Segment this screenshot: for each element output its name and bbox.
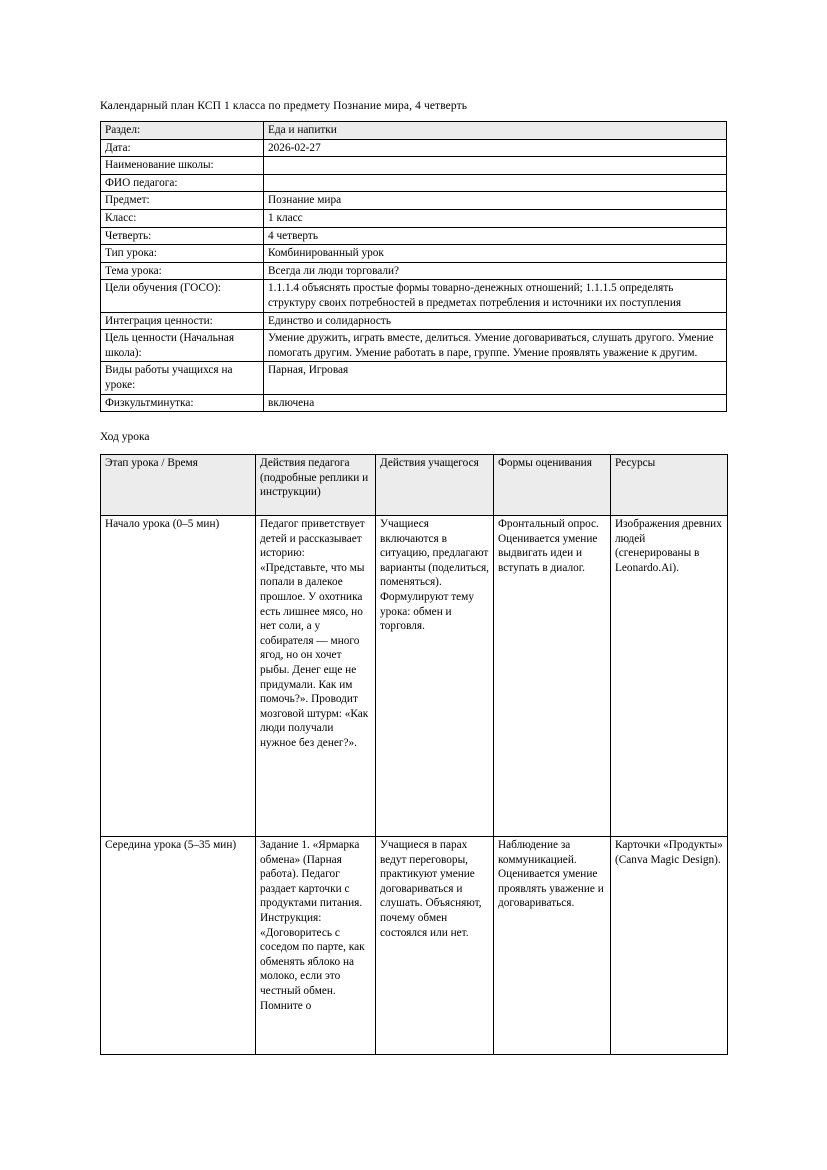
info-label-value-goal: Цель ценности (Начальная школа):	[101, 330, 264, 362]
info-label-work-types: Виды работы учащихся на уроке:	[101, 362, 264, 394]
flow-header-student-actions: Действия учащегося	[376, 455, 494, 516]
flow-cell-student-actions: Учащиеся в парах ведут переговоры, практикуют умение договариваться и слушать. Объясняют, почему обмен состоялся или нет.	[376, 837, 494, 1055]
flow-cell-assessment: Наблюдение за коммуникацией. Оценивается умение проявлять уважение и договариваться.	[494, 837, 611, 1055]
info-value-work-types: Парная, Игровая	[264, 362, 727, 394]
flow-cell-student-actions: Учащиеся включаются в ситуацию, предлагают варианты (поделиться, поменяться). Формулируют тему урока: обмен и торговля.	[376, 516, 494, 837]
flow-header-stage: Этап урока / Время	[101, 455, 256, 516]
info-value-value-integration: Единство и солидарность	[264, 312, 727, 330]
info-value-lesson-type: Комбинированный урок	[264, 245, 727, 263]
info-label-lesson-type: Тип урока:	[101, 245, 264, 263]
info-value-lesson-topic: Всегда ли люди торговали?	[264, 262, 727, 280]
table-row	[101, 139, 727, 157]
table-row	[101, 157, 727, 175]
table-row	[101, 362, 727, 394]
flow-header-teacher-actions: Действия педагога (подробные реплики и инструкции)	[256, 455, 376, 516]
info-value-teacher	[264, 174, 727, 192]
info-value-quarter: 4 четверть	[264, 227, 727, 245]
table-row	[101, 330, 727, 362]
info-label-quarter: Четверть:	[101, 227, 264, 245]
table-row	[101, 122, 727, 140]
section-heading-lesson-flow: Ход урока	[100, 431, 150, 443]
page-title: Календарный план КСП 1 класса по предмету Познание мира, 4 четверть	[100, 100, 468, 112]
info-value-objectives: 1.1.1.4 объяснять простые формы товарно-денежных отношений; 1.1.1.5 определять структуру своих потребностей в предметах потребления и источники их поступления	[264, 280, 727, 312]
table-row	[101, 227, 727, 245]
table-row	[101, 837, 728, 1055]
info-value-subject: Познание мира	[264, 192, 727, 210]
info-value-value-goal: Умение дружить, играть вместе, делиться. Умение договариваться, слушать другого. Умение помогать другим. Умение работать в паре, группе. Умение проявлять уважение к другим.	[264, 330, 727, 362]
flow-header-resources: Ресурсы	[611, 455, 728, 516]
lesson-info-table	[100, 121, 727, 412]
flow-cell-stage: Середина урока (5–35 мин)	[101, 837, 256, 1055]
table-row	[101, 174, 727, 192]
info-value-data: 2026-02-27	[264, 139, 727, 157]
info-label-razdel: Раздел:	[101, 122, 264, 140]
info-label-class: Класс:	[101, 209, 264, 227]
info-label-subject: Предмет:	[101, 192, 264, 210]
info-value-school	[264, 157, 727, 175]
table-row	[101, 280, 727, 312]
info-label-objectives: Цели обучения (ГОСО):	[101, 280, 264, 312]
table-row	[101, 262, 727, 280]
info-label-lesson-topic: Тема урока:	[101, 262, 264, 280]
info-label-school: Наименование школы:	[101, 157, 264, 175]
table-row	[101, 245, 727, 263]
table-row	[101, 209, 727, 227]
lesson-flow-table	[100, 454, 728, 1055]
flow-cell-resources: Карточки «Продукты» (Canva Magic Design).	[611, 837, 728, 1055]
info-value-physical-break: включена	[264, 394, 727, 412]
info-label-data: Дата:	[101, 139, 264, 157]
flow-cell-resources: Изображения древних людей (сгенерированы в Leonardo.Ai).	[611, 516, 728, 837]
table-header-row	[101, 455, 728, 516]
info-value-razdel: Еда и напитки	[264, 122, 727, 140]
flow-header-assessment: Формы оценивания	[494, 455, 611, 516]
flow-cell-teacher-actions: Педагог приветствует детей и рассказывает историю: «Представьте, что мы попали в далекое прошлое. У охотника есть лишнее мясо, но нет соли, а у собирателя — много ягод, но он хочет рыбы. Денег еще не придумали. Как им помочь?». Проводит мозговой штурм: «Как люди получали нужное без денег?».	[256, 516, 376, 837]
flow-cell-teacher-actions: Задание 1. «Ярмарка обмена» (Парная работа). Педагог раздает карточки с продуктами питания. Инструкция: «Договоритесь с соседом по парте, как обменять яблоко на молоко, если это честный обмен. Помните о	[256, 837, 376, 1055]
info-label-teacher: ФИО педагога:	[101, 174, 264, 192]
info-label-physical-break: Физкультминутка:	[101, 394, 264, 412]
info-label-value-integration: Интеграция ценности:	[101, 312, 264, 330]
table-row	[101, 394, 727, 412]
flow-cell-stage: Начало урока (0–5 мин)	[101, 516, 256, 837]
table-row	[101, 192, 727, 210]
table-row	[101, 516, 728, 837]
table-row	[101, 312, 727, 330]
info-value-class: 1 класс	[264, 209, 727, 227]
flow-cell-assessment: Фронтальный опрос. Оценивается умение выдвигать идеи и вступать в диалог.	[494, 516, 611, 837]
